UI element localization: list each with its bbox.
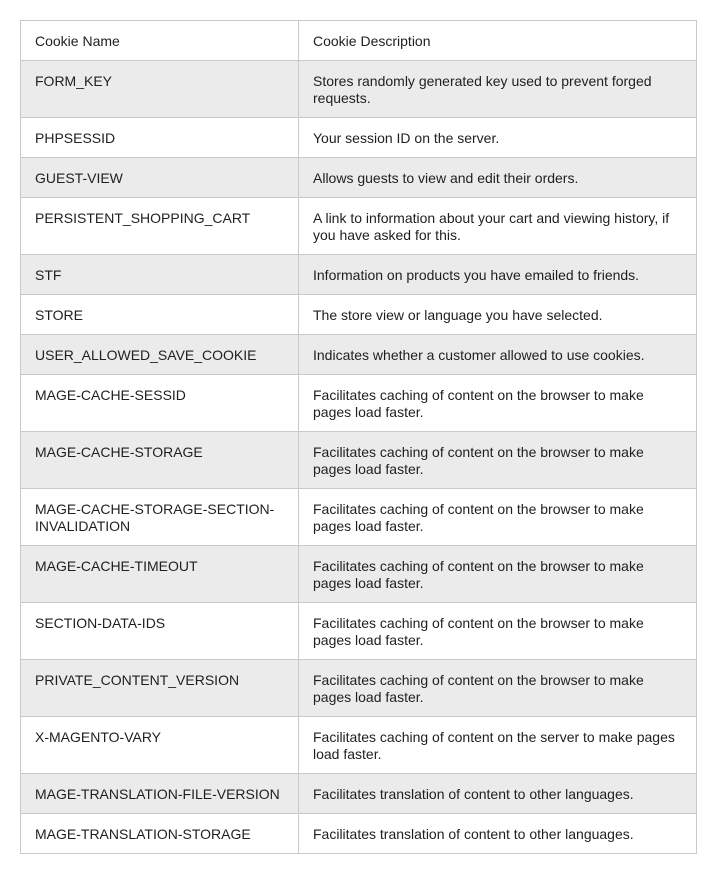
table-row [21,255,697,295]
cookie-name-cell: MAGE-CACHE-STORAGE-SECTION-INVALIDATION [21,489,299,546]
cookie-name-cell: USER_ALLOWED_SAVE_COOKIE [21,335,299,375]
cookie-description-cell: Allows guests to view and edit their orders. [299,158,697,198]
cookie-description-cell: Facilitates caching of content on the server to make pages load faster. [299,717,697,774]
cookie-name-cell: PRIVATE_CONTENT_VERSION [21,660,299,717]
table-row [21,375,697,432]
cookie-name-cell: STORE [21,295,299,335]
column-header-cookie-name: Cookie Name [21,21,299,61]
cookie-name-cell: PERSISTENT_SHOPPING_CART [21,198,299,255]
table-row [21,774,697,814]
cookie-description-cell: The store view or language you have selected. [299,295,697,335]
cookie-name-cell: X-MAGENTO-VARY [21,717,299,774]
cookie-description-cell: A link to information about your cart and viewing history, if you have asked for this. [299,198,697,255]
cookie-description-cell: Facilitates caching of content on the browser to make pages load faster. [299,489,697,546]
cookie-name-cell: PHPSESSID [21,118,299,158]
cookie-description-cell: Facilitates caching of content on the browser to make pages load faster. [299,375,697,432]
cookie-description-cell: Facilitates caching of content on the browser to make pages load faster. [299,546,697,603]
table-row [21,295,697,335]
table-row [21,660,697,717]
table-header-row [21,21,697,61]
table-row [21,432,697,489]
table-row [21,198,697,255]
table-row [21,118,697,158]
table-row [21,335,697,375]
cookie-name-cell: MAGE-CACHE-TIMEOUT [21,546,299,603]
cookie-description-cell: Facilitates caching of content on the browser to make pages load faster. [299,603,697,660]
cookie-name-cell: MAGE-CACHE-STORAGE [21,432,299,489]
cookie-description-cell: Stores randomly generated key used to prevent forged requests. [299,61,697,118]
cookie-name-cell: MAGE-TRANSLATION-FILE-VERSION [21,774,299,814]
cookie-name-cell: FORM_KEY [21,61,299,118]
table-row [21,61,697,118]
table-row [21,546,697,603]
table-row [21,717,697,774]
table-row [21,603,697,660]
cookie-description-cell: Your session ID on the server. [299,118,697,158]
cookie-name-cell: STF [21,255,299,295]
cookie-description-cell: Facilitates caching of content on the browser to make pages load faster. [299,660,697,717]
table-row [21,489,697,546]
cookie-name-cell: GUEST-VIEW [21,158,299,198]
table-row [21,158,697,198]
cookie-description-cell: Information on products you have emailed to friends. [299,255,697,295]
cookie-description-cell: Indicates whether a customer allowed to use cookies. [299,335,697,375]
cookie-name-cell: SECTION-DATA-IDS [21,603,299,660]
cookie-name-cell: MAGE-TRANSLATION-STORAGE [21,814,299,854]
column-header-cookie-description: Cookie Description [299,21,697,61]
table-row [21,814,697,854]
cookie-description-cell: Facilitates translation of content to other languages. [299,814,697,854]
cookie-description-cell: Facilitates translation of content to other languages. [299,774,697,814]
cookie-name-cell: MAGE-CACHE-SESSID [21,375,299,432]
cookie-table [20,20,697,854]
cookie-description-cell: Facilitates caching of content on the browser to make pages load faster. [299,432,697,489]
cookie-table-container [20,20,696,854]
